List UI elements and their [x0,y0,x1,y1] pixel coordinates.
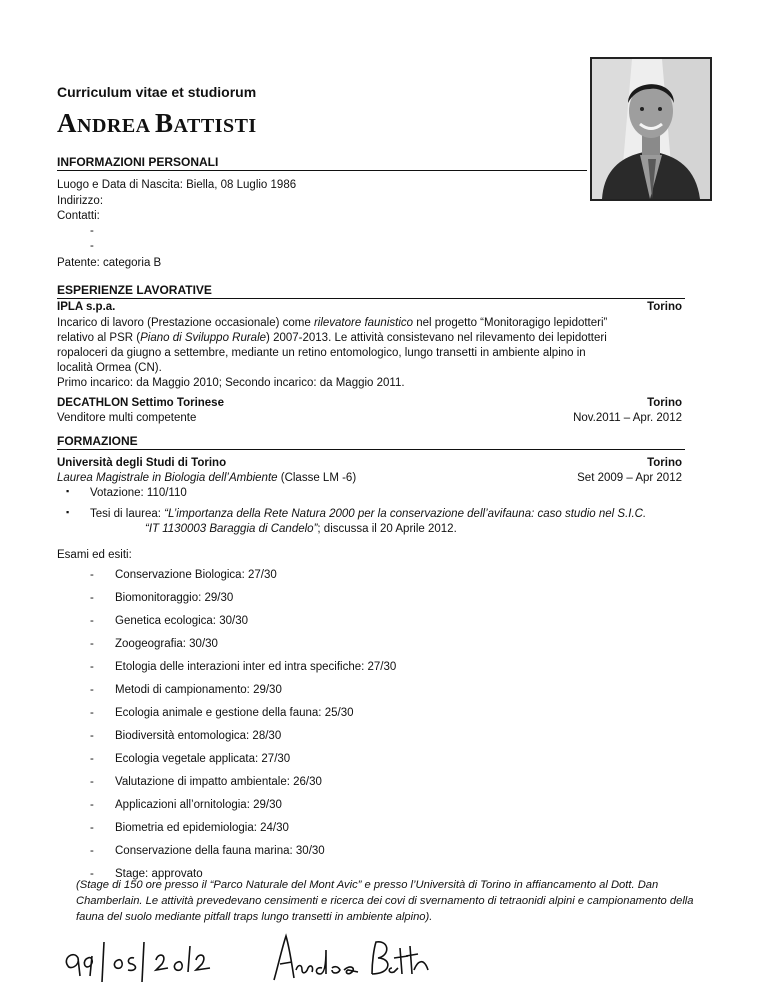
job-description: relativo al PSR (Piano di Sviluppo Rurale) 2007-2013. Le attività consistevano nel rilevamento dei lepidotteri [57,332,607,344]
exam-item: - Conservazione Biologica: 27/30 [90,569,277,581]
university-name: Università degli Studi di Torino [57,457,227,469]
handwritten-signature [268,930,438,986]
section-work-title: ESPERIENZE LAVORATIVE [57,283,212,297]
job-description: località Ormea (CN). [57,362,162,374]
exam-item: - Biodiversità entomologica: 28/30 [90,730,282,742]
exam-item: - Ecologia animale e gestione della fauna: 25/30 [90,707,354,719]
job-city: Torino [647,301,682,313]
exam-item: - Valutazione di impatto ambientale: 26/30 [90,776,322,788]
divider [57,449,685,450]
exam-item: - Zoogeografia: 30/30 [90,638,218,650]
final-grade: Votazione: 110/110 [90,487,187,499]
cv-kicker: Curriculum vitae et studiorum [57,84,257,100]
education-dates: Set 2009 – Apr 2012 [577,472,682,484]
exam-item: - Metodi di campionamento: 29/30 [90,684,282,696]
candidate-name: ANDREA BATTISTI [57,108,257,138]
job-description: Incarico di lavoro (Prestazione occasionale) come rilevatore faunistico nel progetto “Monitoragigo lepidotteri” [57,317,608,329]
portrait-image [592,59,710,199]
divider [57,298,685,299]
contact-dash: - [90,225,94,237]
exam-item: - Ecologia vegetale applicata: 27/30 [90,753,291,765]
job-dates: Nov.2011 – Apr. 2012 [573,412,682,424]
exam-item: - Genetica ecologica: 30/30 [90,615,248,627]
contacts-label: Contatti: [57,210,100,222]
bullet-icon: ▪ [66,507,70,517]
divider [57,170,587,171]
driving-license: Patente: categoria B [57,257,162,269]
section-personal-title: INFORMAZIONI PERSONALI [57,155,219,169]
thesis-detail: “IT 1130003 Baraggia di Candelo”; discussa il 20 Aprile 2012. [145,523,457,535]
thesis-title: Tesi di laurea: “L’importanza della Rete Natura 2000 per la conservazione dell’avifauna: caso studio nel S.I.C. [90,508,647,520]
job-city: Torino [647,397,682,409]
handwritten-date [60,936,240,984]
job-company: IPLA s.p.a. [57,301,116,313]
section-education-title: FORMAZIONE [57,434,138,448]
exam-item: - Etologia delle interazioni inter ed intra specifiche: 27/30 [90,661,397,673]
contact-dash: - [90,240,94,252]
degree: Laurea Magistrale in Biologia dell’Ambiente (Classe LM -6) [57,472,357,484]
exam-item: - Biomonitoraggio: 29/30 [90,592,234,604]
job-description: ropaloceri da giugno a settembre, mediante un retino entomologico, lungo transetti in ambiente alpino in [57,347,586,359]
profile-photo [590,57,712,201]
exam-item: - Conservazione della fauna marina: 30/30 [90,845,325,857]
job-company: DECATHLON Settimo Torinese [57,397,224,409]
bullet-icon: ▪ [66,486,70,496]
exam-item: - Stage: approvato [90,868,203,880]
exams-title: Esami ed esiti: [57,549,132,561]
job-role: Venditore multi competente [57,412,197,424]
birth-info: Luogo e Data di Nascita: Biella, 08 Luglio 1986 [57,179,297,191]
exam-item: - Biometria ed epidemiologia: 24/30 [90,822,289,834]
university-city: Torino [647,457,682,469]
address-label: Indirizzo: [57,195,104,207]
stage-note: (Stage di 150 ore presso il “Parco Naturale del Mont Avic” e presso l’Università di Torino in affiancamento al Dott. Dan Chamberlain. Le attività prevedevano censimenti e ricerca dei covi di svernamento di tetraonidi alpini e campionamento della fauna del suolo mediante pitfall traps lungo transetti in ambiente alpino). [76,879,694,923]
job-periods: Primo incarico: da Maggio 2010; Secondo incarico: da Maggio 2011. [57,377,405,389]
exam-item: - Applicazioni all’ornitologia: 29/30 [90,799,282,811]
